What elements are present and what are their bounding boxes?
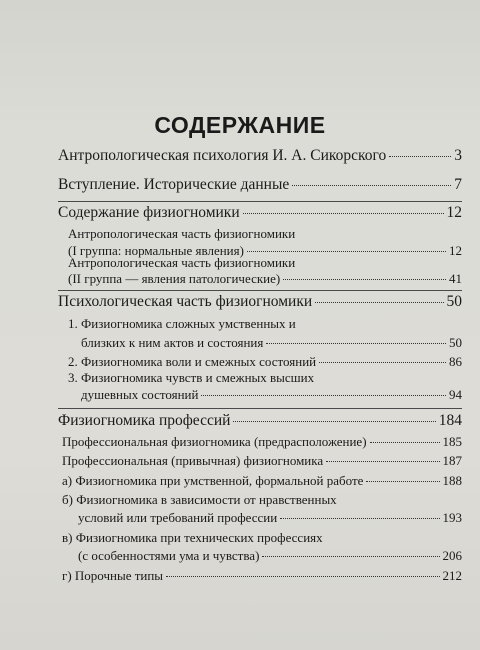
toc-entry-title: (с особенностями ума и чувства) — [78, 548, 260, 563]
toc-entry-page: 193 — [442, 510, 462, 525]
section-divider — [58, 201, 462, 202]
toc-leader-dots — [280, 518, 439, 519]
toc-entry-page: 86 — [449, 354, 462, 369]
toc-entry — [81, 335, 462, 351]
toc-entry-page: 12 — [446, 204, 462, 221]
section-divider — [58, 290, 462, 291]
toc-leader-dots — [315, 302, 443, 303]
toc-entry-title: Профессиональная (привычная) физиогномика — [62, 453, 324, 468]
section-divider — [58, 408, 462, 409]
toc-entry-page: 3 — [454, 147, 462, 164]
toc-entry — [68, 271, 462, 287]
toc-entry — [62, 473, 462, 489]
toc-leader-dots — [166, 576, 439, 577]
toc-entry — [62, 568, 462, 584]
toc-entry-first-line: в) Физиогномика при технических профессиях — [62, 530, 323, 545]
toc-entry — [81, 387, 462, 403]
toc-entry-title: душевных состояний — [81, 387, 199, 402]
toc-entry — [78, 510, 462, 526]
toc-entry-title: Профессиональная физиогномика (предрасположение) — [62, 434, 367, 449]
toc-entry-first-line: б) Физиогномика в зависимости от нравственных — [62, 492, 337, 507]
toc-entry-page: 12 — [449, 243, 462, 258]
toc-entry-title: условий или требований профессии — [78, 510, 278, 525]
toc-entry-page: 50 — [449, 335, 462, 350]
toc-entry-page: 185 — [442, 434, 462, 449]
toc-leader-dots — [292, 185, 451, 186]
toc-entry-first-line: 3. Физиогномика чувств и смежных высших — [68, 370, 315, 385]
toc-entry-first-line: 1. Физиогномика сложных умственных и — [68, 316, 296, 331]
toc-entry-title: Вступление. Исторические данные — [58, 176, 290, 193]
toc-entry-title: (I группа: нормальные явления) — [68, 243, 244, 258]
toc-leader-dots — [247, 251, 446, 252]
toc-entry-page: 94 — [449, 387, 462, 402]
toc-entry-title: близких к ним актов и состояния — [81, 335, 264, 350]
toc-leader-dots — [319, 362, 446, 363]
toc-entry-title: Психологическая часть физиогномики — [58, 293, 313, 310]
toc-leader-dots — [233, 421, 435, 422]
toc-entry-page: 50 — [446, 293, 462, 310]
toc-leader-dots — [370, 442, 440, 443]
toc-entry-first-line: Антропологическая часть физиогномики — [68, 255, 296, 270]
toc-entry — [68, 354, 462, 370]
toc-leader-dots — [283, 279, 446, 280]
toc-entry-title: Антропологическая психология И. А. Сикорского — [58, 147, 387, 164]
toc-leader-dots — [243, 213, 444, 214]
toc-entry — [58, 293, 462, 311]
toc-entry — [58, 176, 462, 194]
toc-leader-dots — [389, 156, 451, 157]
toc-entry — [78, 548, 462, 564]
toc-entry-title: 2. Физиогномика воли и смежных состояний — [68, 354, 317, 369]
toc-entry-first-line: Антропологическая часть физиогномики — [68, 226, 296, 241]
toc-entry — [58, 204, 462, 222]
toc-entry-title: г) Порочные типы — [62, 568, 164, 583]
toc-entry-title: (II группа — явления патологические) — [68, 271, 281, 286]
toc-leader-dots — [266, 343, 446, 344]
toc-entry-page: 41 — [449, 271, 462, 286]
toc-entry-title: Физиогномика профессий — [58, 412, 231, 429]
toc-entry-title: Содержание физиогномики — [58, 204, 240, 221]
toc-entry-page: 188 — [442, 473, 462, 488]
toc-leader-dots — [201, 395, 446, 396]
toc-entry — [62, 434, 462, 450]
toc-entry-page: 206 — [442, 548, 462, 563]
toc-entry-page: 212 — [442, 568, 462, 583]
toc-leader-dots — [366, 481, 439, 482]
toc-entry — [62, 453, 462, 469]
toc-entry-title: а) Физиогномика при умственной, формальной работе — [62, 473, 364, 488]
toc-leader-dots — [326, 461, 439, 462]
toc-entry-page: 7 — [454, 176, 462, 193]
page-title: СОДЕРЖАНИЕ — [154, 112, 326, 138]
toc-entry-page: 184 — [438, 412, 462, 429]
toc-leader-dots — [262, 556, 439, 557]
toc-entry — [58, 412, 462, 430]
toc-entry — [58, 147, 462, 165]
toc-entry-page: 187 — [442, 453, 462, 468]
